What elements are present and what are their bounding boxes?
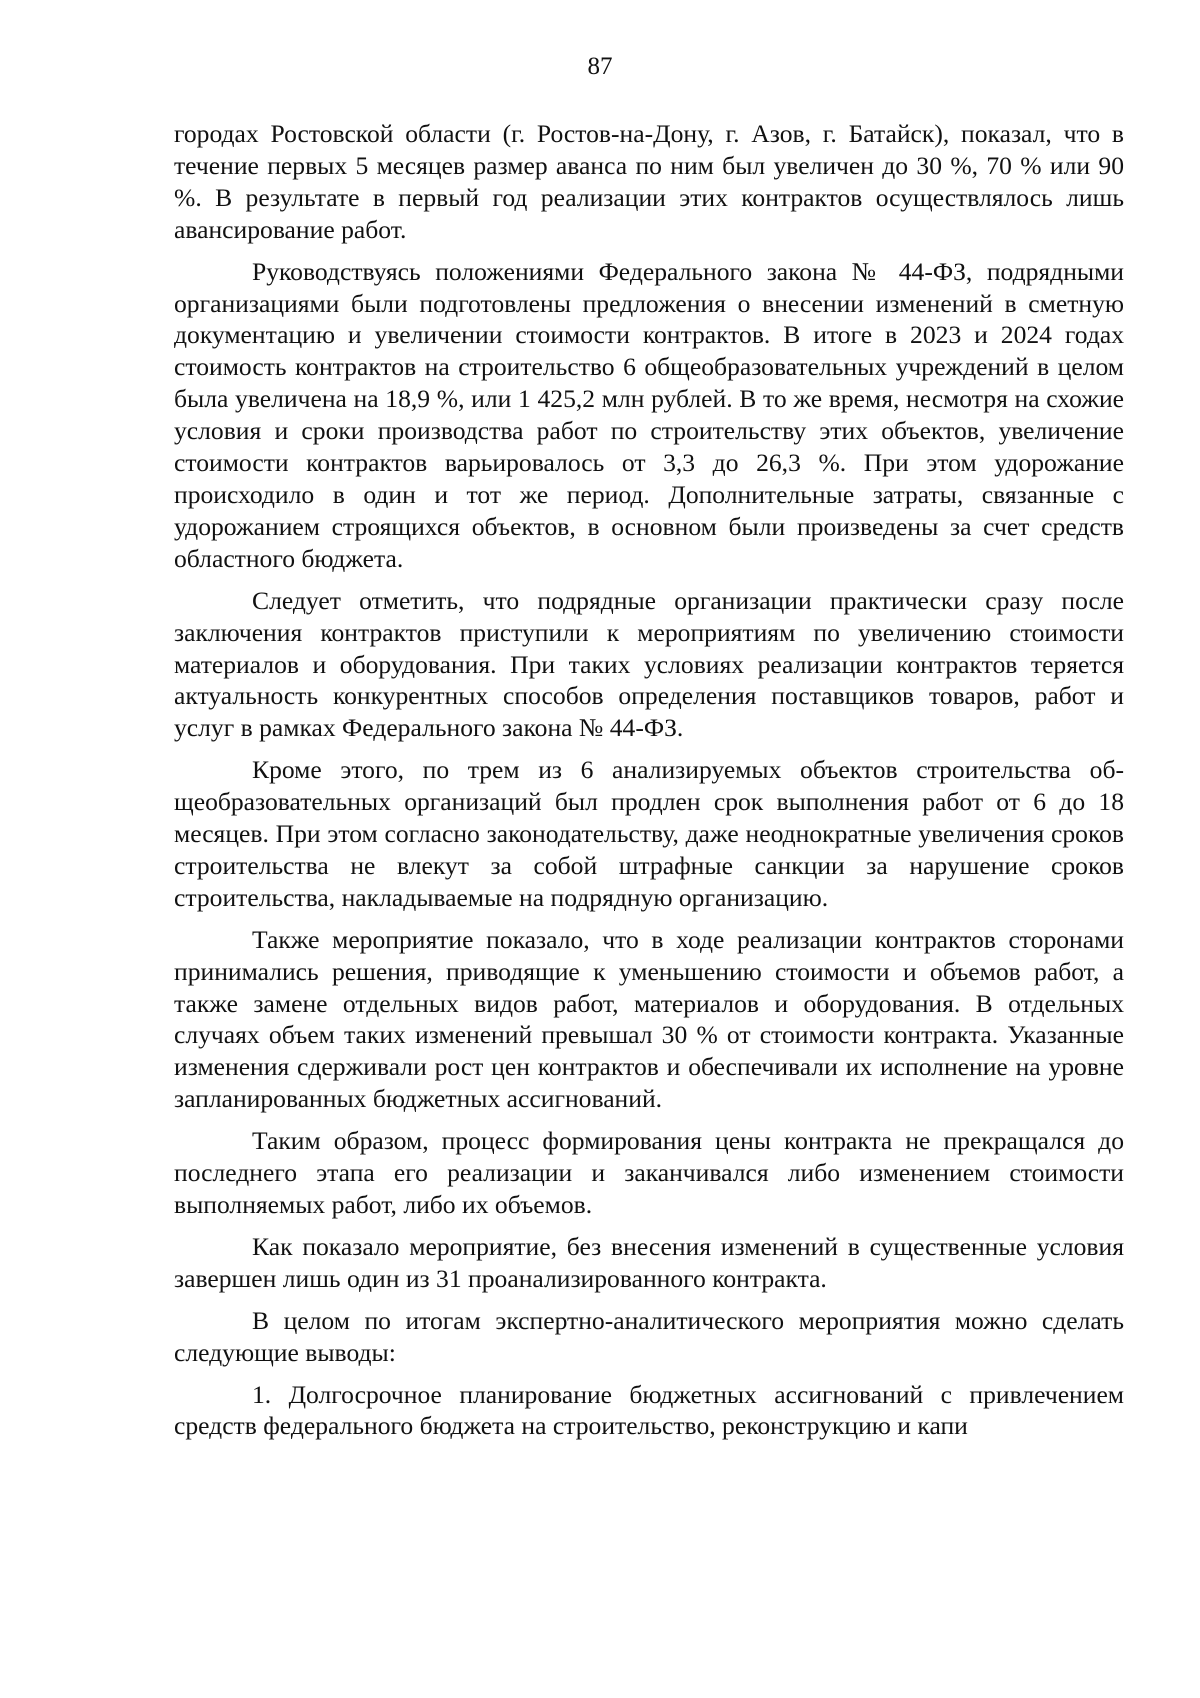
paragraph-contract-cost-increase: Руководствуясь положениями Федерального закона № 44-ФЗ, подрядными организациями были подготовлены предложения о внесении изменений в сметную документацию и увеличении стоимости контрактов. В итоге в 2023 и 2024 годах стоимость контрактов на строительство 6 общеобразовательных учреждений в целом была увеличена на 18,9 %, или 1 425,2 млн рублей. В то же время, несмотря на схожие условия и сроки производства работ по строительству этих объектов, увеличение стоимости контрактов варьировалось от 3,3 до 26,3 %. При этом удорожание происходило в один и тот же период. Дополнительные затраты, связанные с удорожанием строящихся объектов, в основном были произведены за счет средств областного бюджета.	[174, 256, 1124, 573]
page-number: 87	[587, 53, 613, 80]
paragraph-price-formation: Таким образом, процесс формирования цены контракта не прекращался до последнего этапа его реализации и заканчивался либо изменением стоимости выполняемых работ, либо их объемов.	[174, 1126, 1124, 1219]
paragraph-deadline-extension: Кроме этого, по трем из 6 анализируемых объектов строительства общеобразовательных организаций был продлен срок выполнения работ от 6 до 18 месяцев. При этом согласно законодательству, даже неоднократные увеличения сроков строительства не влекут за собой штрафные санкции за нарушение сроков строительства, накладываемые на подрядную организацию.	[174, 755, 1124, 912]
document-body	[174, 118, 1124, 1452]
paragraph-continuation: городах Ростовской области (г. Ростов-на-Дону, г. Азов, г. Батайск), показал, что в течение первых 5 месяцев размер аванса по ним был увеличен до 30 %, 70 % или 90 %. В результате в первый год реализации этих контрактов осуществлялось лишь авансирование работ.	[174, 119, 1124, 244]
paragraph-conclusions-intro: В целом по итогам экспертно-аналитического мероприятия можно сделать следующие выводы:	[174, 1305, 1124, 1367]
paragraph-contractor-measures: Следует отметить, что подрядные организации практически сразу после заключения контрактов приступили к мероприятиям по увеличению стоимости материалов и оборудования. При таких условиях реализации контрактов теряется актуальность конкурентных способов определения поставщиков товаров, работ и услуг в рамках Федерального закона № 44-ФЗ.	[174, 585, 1124, 743]
paragraph-scope-changes: Также мероприятие показало, что в ходе реализации контрактов сторонами принимались решения, приводящие к уменьшению стоимости и объемов работ, а также замене отдельных видов работ, материалов и оборудования. В отдельных случаях объем таких изменений превышал 30 % от стоимости контракта. Указанные изменения сдерживали рост цен контрактов и обеспечивали их исполнение на уровне запланированных бюджетных ассигнований.	[174, 924, 1124, 1114]
paragraph-conclusion-1: 1. Долгосрочное планирование бюджетных ассигнований с привлечением средств федерального бюджета на строительство, реконструкцию и капи	[174, 1379, 1124, 1441]
paragraph-unchanged-contract: Как показало мероприятие, без внесения изменений в существенные условия завершен лишь один из 31 проанализированного контракта.	[174, 1231, 1124, 1293]
